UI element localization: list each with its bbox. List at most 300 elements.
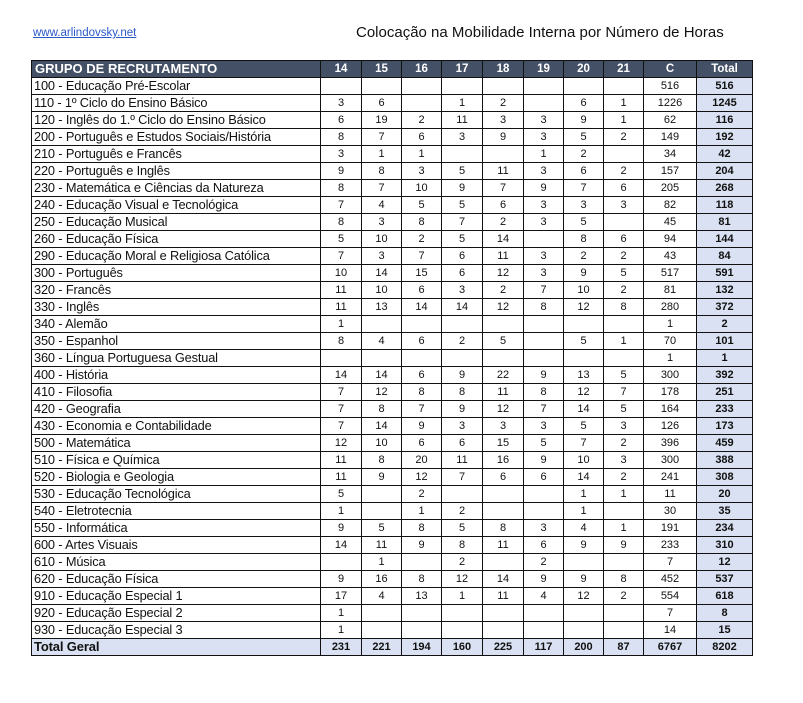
group-label: 230 - Matemática e Ciências da Natureza	[32, 180, 321, 197]
value-cell: 3	[524, 197, 564, 214]
value-cell: 11	[483, 163, 524, 180]
value-cell: 5	[321, 486, 362, 503]
group-label: 110 - 1º Ciclo do Ensino Básico	[32, 95, 321, 112]
value-cell: 9	[362, 469, 402, 486]
value-cell: 2	[442, 554, 483, 571]
value-cell	[321, 350, 362, 367]
table-row	[32, 282, 753, 299]
value-cell: 1	[442, 588, 483, 605]
table-row	[32, 503, 753, 520]
table-row	[32, 214, 753, 231]
column-header: 17	[442, 61, 483, 78]
value-cell	[362, 486, 402, 503]
value-cell: 8	[442, 537, 483, 554]
value-cell: 12	[483, 265, 524, 282]
value-cell: 3	[483, 112, 524, 129]
value-cell	[362, 316, 402, 333]
value-cell: 9	[524, 452, 564, 469]
value-cell	[402, 350, 442, 367]
value-cell: 1	[402, 146, 442, 163]
value-cell: 12	[564, 384, 604, 401]
value-cell: 8	[604, 571, 644, 588]
value-cell: 2	[402, 486, 442, 503]
table-row	[32, 401, 753, 418]
value-cell: 11	[483, 248, 524, 265]
total-cell: 42	[697, 146, 753, 163]
table-row	[32, 605, 753, 622]
value-cell: 1	[321, 622, 362, 639]
value-cell: 6	[402, 333, 442, 350]
group-label: 240 - Educação Visual e Tecnológica	[32, 197, 321, 214]
value-cell: 14	[362, 265, 402, 282]
value-cell: 14	[442, 299, 483, 316]
value-cell: 14	[483, 231, 524, 248]
total-cell: 8202	[697, 639, 753, 656]
value-cell: 2	[402, 112, 442, 129]
value-cell: 191	[644, 520, 697, 537]
group-label: 410 - Filosofia	[32, 384, 321, 401]
value-cell: 9	[402, 537, 442, 554]
total-cell: 84	[697, 248, 753, 265]
value-cell: 2	[564, 248, 604, 265]
total-cell: 204	[697, 163, 753, 180]
value-cell	[362, 78, 402, 95]
value-cell: 4	[362, 333, 402, 350]
value-cell	[483, 78, 524, 95]
value-cell: 7	[564, 180, 604, 197]
value-cell: 12	[362, 384, 402, 401]
value-cell	[483, 605, 524, 622]
value-cell: 43	[644, 248, 697, 265]
value-cell: 14	[644, 622, 697, 639]
value-cell: 11	[442, 452, 483, 469]
table-row	[32, 95, 753, 112]
value-cell: 16	[483, 452, 524, 469]
value-cell	[402, 622, 442, 639]
value-cell: 16	[362, 571, 402, 588]
value-cell: 7	[362, 129, 402, 146]
column-header: 20	[564, 61, 604, 78]
value-cell: 7	[442, 214, 483, 231]
total-geral-row	[32, 639, 753, 656]
group-label: 200 - Português e Estudos Sociais/História	[32, 129, 321, 146]
value-cell: 2	[604, 435, 644, 452]
group-label: 320 - Francês	[32, 282, 321, 299]
value-cell: 1	[604, 333, 644, 350]
value-cell: 6	[564, 95, 604, 112]
value-cell	[442, 146, 483, 163]
value-cell: 8	[524, 299, 564, 316]
total-cell: 251	[697, 384, 753, 401]
value-cell: 9	[321, 520, 362, 537]
table-row	[32, 554, 753, 571]
value-cell: 8	[604, 299, 644, 316]
value-cell: 9	[524, 571, 564, 588]
value-cell	[442, 486, 483, 503]
value-cell	[524, 333, 564, 350]
total-cell: 516	[697, 78, 753, 95]
value-cell: 3	[483, 418, 524, 435]
table-row	[32, 384, 753, 401]
value-cell: 8	[402, 214, 442, 231]
value-cell: 126	[644, 418, 697, 435]
value-cell: 300	[644, 367, 697, 384]
table-row	[32, 299, 753, 316]
value-cell: 3	[442, 129, 483, 146]
value-cell: 7	[362, 180, 402, 197]
value-cell: 14	[564, 401, 604, 418]
value-cell: 5	[321, 231, 362, 248]
value-cell: 11	[321, 299, 362, 316]
value-cell: 1	[402, 503, 442, 520]
value-cell: 8	[442, 384, 483, 401]
total-cell: 268	[697, 180, 753, 197]
total-cell: 591	[697, 265, 753, 282]
value-cell: 194	[402, 639, 442, 656]
value-cell: 1	[321, 503, 362, 520]
value-cell: 160	[442, 639, 483, 656]
value-cell: 2	[402, 231, 442, 248]
value-cell: 7	[442, 469, 483, 486]
value-cell: 3	[321, 95, 362, 112]
total-cell: 144	[697, 231, 753, 248]
value-cell: 8	[362, 452, 402, 469]
table-row	[32, 231, 753, 248]
table-row	[32, 435, 753, 452]
total-cell: 2	[697, 316, 753, 333]
value-cell: 280	[644, 299, 697, 316]
value-cell	[402, 316, 442, 333]
value-cell: 11	[362, 537, 402, 554]
value-cell: 221	[362, 639, 402, 656]
value-cell: 117	[524, 639, 564, 656]
total-cell: 15	[697, 622, 753, 639]
value-cell: 516	[644, 78, 697, 95]
value-cell: 8	[564, 231, 604, 248]
value-cell: 9	[321, 571, 362, 588]
group-label: 430 - Economia e Contabilidade	[32, 418, 321, 435]
total-cell: 116	[697, 112, 753, 129]
value-cell: 3	[524, 214, 564, 231]
group-label: 550 - Informática	[32, 520, 321, 537]
value-cell: 10	[564, 452, 604, 469]
column-header: GRUPO DE RECRUTAMENTO	[32, 61, 321, 78]
table-row	[32, 520, 753, 537]
total-cell: 132	[697, 282, 753, 299]
value-cell	[442, 78, 483, 95]
value-cell	[483, 316, 524, 333]
table-row	[32, 486, 753, 503]
value-cell	[402, 554, 442, 571]
site-link[interactable]: www.arlindovsky.net	[33, 27, 137, 39]
value-cell: 517	[644, 265, 697, 282]
value-cell: 20	[402, 452, 442, 469]
value-cell	[483, 486, 524, 503]
value-cell	[321, 78, 362, 95]
total-cell: 308	[697, 469, 753, 486]
value-cell: 2	[604, 163, 644, 180]
total-cell: 101	[697, 333, 753, 350]
value-cell: 2	[524, 554, 564, 571]
value-cell: 14	[321, 537, 362, 554]
value-cell: 5	[483, 333, 524, 350]
total-cell: 537	[697, 571, 753, 588]
table-row	[32, 78, 753, 95]
value-cell: 149	[644, 129, 697, 146]
value-cell	[362, 350, 402, 367]
value-cell: 8	[362, 163, 402, 180]
table-header-row	[32, 61, 753, 78]
table-row	[32, 350, 753, 367]
column-header: 19	[524, 61, 564, 78]
value-cell: 12	[402, 469, 442, 486]
group-label: 210 - Português e Francês	[32, 146, 321, 163]
value-cell: 9	[442, 367, 483, 384]
total-cell: 173	[697, 418, 753, 435]
value-cell: 8	[402, 520, 442, 537]
group-label: 600 - Artes Visuais	[32, 537, 321, 554]
value-cell: 3	[321, 146, 362, 163]
total-cell: 12	[697, 554, 753, 571]
value-cell: 6	[483, 469, 524, 486]
value-cell: 7	[321, 197, 362, 214]
value-cell: 70	[644, 333, 697, 350]
value-cell: 5	[564, 418, 604, 435]
group-label: Total Geral	[32, 639, 321, 656]
value-cell: 6	[483, 197, 524, 214]
value-cell: 9	[402, 418, 442, 435]
total-cell: 1	[697, 350, 753, 367]
table-row	[32, 571, 753, 588]
value-cell	[564, 622, 604, 639]
value-cell: 11	[483, 588, 524, 605]
value-cell: 1	[604, 520, 644, 537]
value-cell	[564, 605, 604, 622]
group-label: 250 - Educação Musical	[32, 214, 321, 231]
value-cell: 2	[604, 282, 644, 299]
value-cell: 2	[483, 282, 524, 299]
value-cell	[564, 554, 604, 571]
value-cell: 12	[564, 299, 604, 316]
table-row	[32, 248, 753, 265]
value-cell	[604, 146, 644, 163]
value-cell: 8	[402, 384, 442, 401]
value-cell: 11	[483, 384, 524, 401]
value-cell: 2	[442, 333, 483, 350]
total-cell: 618	[697, 588, 753, 605]
value-cell: 6	[442, 265, 483, 282]
value-cell: 5	[402, 197, 442, 214]
value-cell: 1226	[644, 95, 697, 112]
value-cell: 9	[564, 265, 604, 282]
value-cell: 9	[442, 180, 483, 197]
value-cell: 14	[402, 299, 442, 316]
value-cell: 2	[442, 503, 483, 520]
value-cell: 14	[362, 367, 402, 384]
group-label: 220 - Português e Inglês	[32, 163, 321, 180]
value-cell	[604, 316, 644, 333]
column-header: 21	[604, 61, 644, 78]
value-cell: 3	[362, 248, 402, 265]
column-header: Total	[697, 61, 753, 78]
group-label: 290 - Educação Moral e Religiosa Católica	[32, 248, 321, 265]
value-cell	[524, 95, 564, 112]
value-cell: 6	[604, 180, 644, 197]
value-cell: 3	[604, 452, 644, 469]
value-cell: 8	[524, 384, 564, 401]
value-cell: 4	[362, 588, 402, 605]
value-cell: 9	[564, 112, 604, 129]
value-cell: 6	[402, 282, 442, 299]
value-cell: 6	[321, 112, 362, 129]
column-header: 15	[362, 61, 402, 78]
group-label: 120 - Inglês do 1.º Ciclo do Ensino Básico	[32, 112, 321, 129]
group-label: 360 - Língua Portuguesa Gestual	[32, 350, 321, 367]
value-cell: 4	[564, 520, 604, 537]
value-cell: 6	[564, 163, 604, 180]
value-cell: 452	[644, 571, 697, 588]
value-cell: 1	[564, 503, 604, 520]
value-cell: 2	[483, 214, 524, 231]
value-cell: 3	[524, 163, 564, 180]
group-label: 610 - Música	[32, 554, 321, 571]
table-row	[32, 265, 753, 282]
value-cell: 5	[442, 231, 483, 248]
value-cell: 5	[604, 265, 644, 282]
value-cell: 12	[321, 435, 362, 452]
value-cell: 2	[564, 146, 604, 163]
table-row	[32, 333, 753, 350]
value-cell: 6	[442, 435, 483, 452]
value-cell	[402, 605, 442, 622]
value-cell: 9	[564, 571, 604, 588]
total-cell: 118	[697, 197, 753, 214]
table-row	[32, 163, 753, 180]
value-cell: 3	[524, 520, 564, 537]
value-cell: 5	[604, 367, 644, 384]
total-cell: 310	[697, 537, 753, 554]
value-cell: 2	[604, 588, 644, 605]
group-label: 930 - Educação Especial 3	[32, 622, 321, 639]
value-cell	[483, 554, 524, 571]
value-cell: 3	[402, 163, 442, 180]
value-cell	[524, 316, 564, 333]
value-cell: 8	[402, 571, 442, 588]
value-cell: 45	[644, 214, 697, 231]
value-cell	[362, 503, 402, 520]
value-cell: 3	[604, 418, 644, 435]
group-label: 300 - Português	[32, 265, 321, 282]
column-header: 18	[483, 61, 524, 78]
value-cell: 10	[362, 231, 402, 248]
value-cell: 8	[483, 520, 524, 537]
value-cell	[564, 350, 604, 367]
value-cell: 81	[644, 282, 697, 299]
value-cell: 5	[442, 520, 483, 537]
value-cell: 7	[402, 401, 442, 418]
value-cell	[524, 78, 564, 95]
table-row	[32, 146, 753, 163]
value-cell: 9	[321, 163, 362, 180]
value-cell: 3	[524, 129, 564, 146]
value-cell: 11	[321, 469, 362, 486]
value-cell: 4	[524, 588, 564, 605]
group-label: 620 - Educação Física	[32, 571, 321, 588]
group-label: 350 - Espanhol	[32, 333, 321, 350]
value-cell: 1	[644, 316, 697, 333]
value-cell: 6767	[644, 639, 697, 656]
value-cell: 7	[321, 384, 362, 401]
total-cell: 372	[697, 299, 753, 316]
group-label: 260 - Educação Física	[32, 231, 321, 248]
document-title: Colocação na Mobilidade Interna por Número de Horas	[356, 24, 724, 41]
group-label: 520 - Biologia e Geologia	[32, 469, 321, 486]
value-cell: 11	[644, 486, 697, 503]
total-cell: 1245	[697, 95, 753, 112]
total-cell: 233	[697, 401, 753, 418]
value-cell	[483, 350, 524, 367]
value-cell: 5	[362, 520, 402, 537]
value-cell: 11	[321, 452, 362, 469]
value-cell: 9	[524, 180, 564, 197]
group-label: 330 - Inglês	[32, 299, 321, 316]
value-cell: 1	[362, 554, 402, 571]
value-cell	[524, 605, 564, 622]
table-row	[32, 367, 753, 384]
value-cell: 2	[604, 129, 644, 146]
value-cell: 7	[644, 605, 697, 622]
value-cell: 9	[604, 537, 644, 554]
value-cell: 8	[321, 180, 362, 197]
group-label: 420 - Geografia	[32, 401, 321, 418]
value-cell: 1	[604, 486, 644, 503]
column-header: C	[644, 61, 697, 78]
table-row	[32, 180, 753, 197]
value-cell: 10	[362, 435, 402, 452]
value-cell: 10	[362, 282, 402, 299]
group-label: 530 - Educação Tecnológica	[32, 486, 321, 503]
value-cell: 34	[644, 146, 697, 163]
value-cell: 19	[362, 112, 402, 129]
value-cell	[524, 622, 564, 639]
value-cell: 225	[483, 639, 524, 656]
value-cell: 8	[321, 129, 362, 146]
value-cell: 82	[644, 197, 697, 214]
value-cell	[604, 622, 644, 639]
value-cell	[604, 503, 644, 520]
column-header: 14	[321, 61, 362, 78]
group-label: 100 - Educação Pré-Escolar	[32, 78, 321, 95]
value-cell: 12	[483, 299, 524, 316]
value-cell: 5	[564, 333, 604, 350]
value-cell: 241	[644, 469, 697, 486]
value-cell: 11	[483, 537, 524, 554]
value-cell: 9	[524, 367, 564, 384]
value-cell: 30	[644, 503, 697, 520]
value-cell: 5	[604, 401, 644, 418]
value-cell: 12	[483, 401, 524, 418]
group-label: 510 - Física e Química	[32, 452, 321, 469]
value-cell: 15	[483, 435, 524, 452]
value-cell: 3	[524, 112, 564, 129]
value-cell: 7	[321, 248, 362, 265]
value-cell	[604, 554, 644, 571]
value-cell: 5	[442, 197, 483, 214]
table-row	[32, 537, 753, 554]
value-cell: 9	[483, 129, 524, 146]
value-cell: 6	[402, 129, 442, 146]
value-cell	[402, 95, 442, 112]
